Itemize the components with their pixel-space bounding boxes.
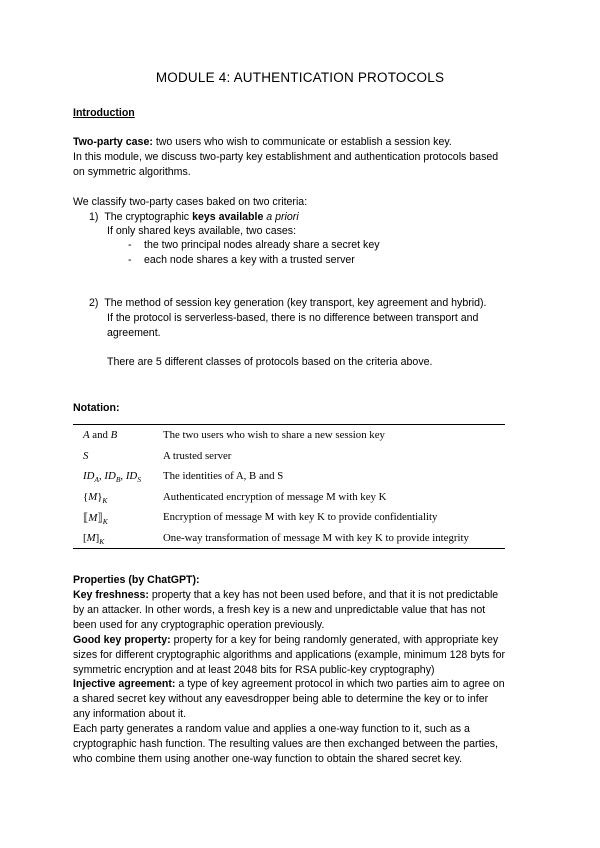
notation-symbol: A and B <box>83 429 118 441</box>
injective-line3: any information about it. <box>73 708 187 720</box>
notation-desc: The two users who wish to share a new session key <box>163 429 385 441</box>
table-row <box>73 425 505 446</box>
criteria-item-1 <box>89 210 299 225</box>
item-number: 1) <box>89 211 99 223</box>
classify-intro: We classify two-party cases baked on two criteria: <box>73 196 308 208</box>
page-title: MODULE 4: AUTHENTICATION PROTOCOLS <box>155 70 445 85</box>
freshness-label: Key freshness: <box>73 589 149 601</box>
paragraph-line2: cryptographic hash function. The resulting values are then exchanged between the parties, <box>73 738 499 750</box>
item1-sub: If only shared keys available, two cases: <box>107 225 297 237</box>
notation-desc: Encryption of message M with key K to provide confidentiality <box>163 511 438 523</box>
notation-symbol: $⟦M⟧_K$ <box>83 512 108 527</box>
two-party-line <box>73 135 452 150</box>
notation-symbol: S <box>83 449 89 462</box>
notation-desc: One-way transformation of message M with key K to provide integrity <box>163 531 469 544</box>
item2-line4: There are 5 different classes of protocols based on the criteria above. <box>107 356 433 368</box>
table-row <box>73 446 505 467</box>
intro-heading: Introduction <box>73 107 135 119</box>
good-key-line1: Good key property: property for a key for being randomly generated, with appropriate key <box>73 634 499 646</box>
paragraph-line3: who combine them using another one-way function to obtain the shared secret key. <box>73 753 463 765</box>
table-row <box>73 466 505 487</box>
criteria-item-2: 2) The method of session key generation (key transport, key agreement and hybrid). <box>89 297 487 309</box>
notation-desc: The identities of A, B and S <box>163 470 284 482</box>
good-key-label: Good key property: <box>73 634 171 646</box>
table-row <box>73 507 505 528</box>
item-number: 2) <box>89 297 99 309</box>
properties-heading: Properties (by ChatGPT): <box>73 574 200 586</box>
list-item: - <box>128 239 132 251</box>
injective-line1: Injective agreement: a type of key agreement protocol in which two parties aim to agree on <box>73 678 505 690</box>
item2-line2: If the protocol is serverless-based, there is no difference between transport and <box>107 312 479 324</box>
notation-symbol: $\{M\}_K$ <box>83 490 108 505</box>
two-party-line3: on symmetric algorithms. <box>73 166 191 178</box>
injective-label: Injective agreement: <box>73 678 176 690</box>
two-party-label: Two-party case: <box>73 136 153 148</box>
item1-pre: The cryptographic <box>104 211 193 223</box>
item1-bold: keys available <box>192 211 264 223</box>
good-key-line2: sizes for different cryptographic algorithms and applications (example, minimum 128 byts for <box>73 649 505 661</box>
notation-heading: Notation: <box>73 402 120 414</box>
item1-italic: a priori <box>266 211 299 223</box>
paragraph-line1: Each party generates a random value and applies a one-way function to it, such as a <box>73 723 470 735</box>
good-key-line3: symmetric encryption and at least 2048 bits for RSA public-key cryptography) <box>73 664 435 676</box>
notation-desc: Authenticated encryption of message M with key K <box>163 490 387 503</box>
injective-line2: a shared secret key without any eavesdropper being able to determine the key or to infer <box>73 693 489 705</box>
notation-desc: A trusted server <box>163 449 232 462</box>
item2-line3: agreement. <box>107 327 161 339</box>
freshness-line1: Key freshness: property that a key has not been used before, and that it is not predictable <box>73 589 499 601</box>
two-party-text: two users who wish to communicate or establish a session key. <box>152 136 452 148</box>
bullet-text: the two principal nodes already share a secret key <box>144 239 380 251</box>
table-row <box>73 528 505 549</box>
bullet-text: each node shares a key with a trusted server <box>144 254 355 266</box>
freshness-line2: by an attacker. In other words, a fresh key is a new and unpredictable value that has not <box>73 604 486 616</box>
two-party-line2: In this module, we discuss two-party key establishment and authentication protocols based <box>73 151 499 163</box>
table-row <box>73 487 505 508</box>
notation-symbol: $ID_A$, $ID_B$, $ID_S$ <box>83 470 141 485</box>
freshness-line3: been used for any cryptographic operation previously. <box>73 619 325 631</box>
notation-table <box>73 424 505 549</box>
list-item: - <box>128 254 132 266</box>
notation-symbol: $[M]_K$ <box>83 531 105 546</box>
